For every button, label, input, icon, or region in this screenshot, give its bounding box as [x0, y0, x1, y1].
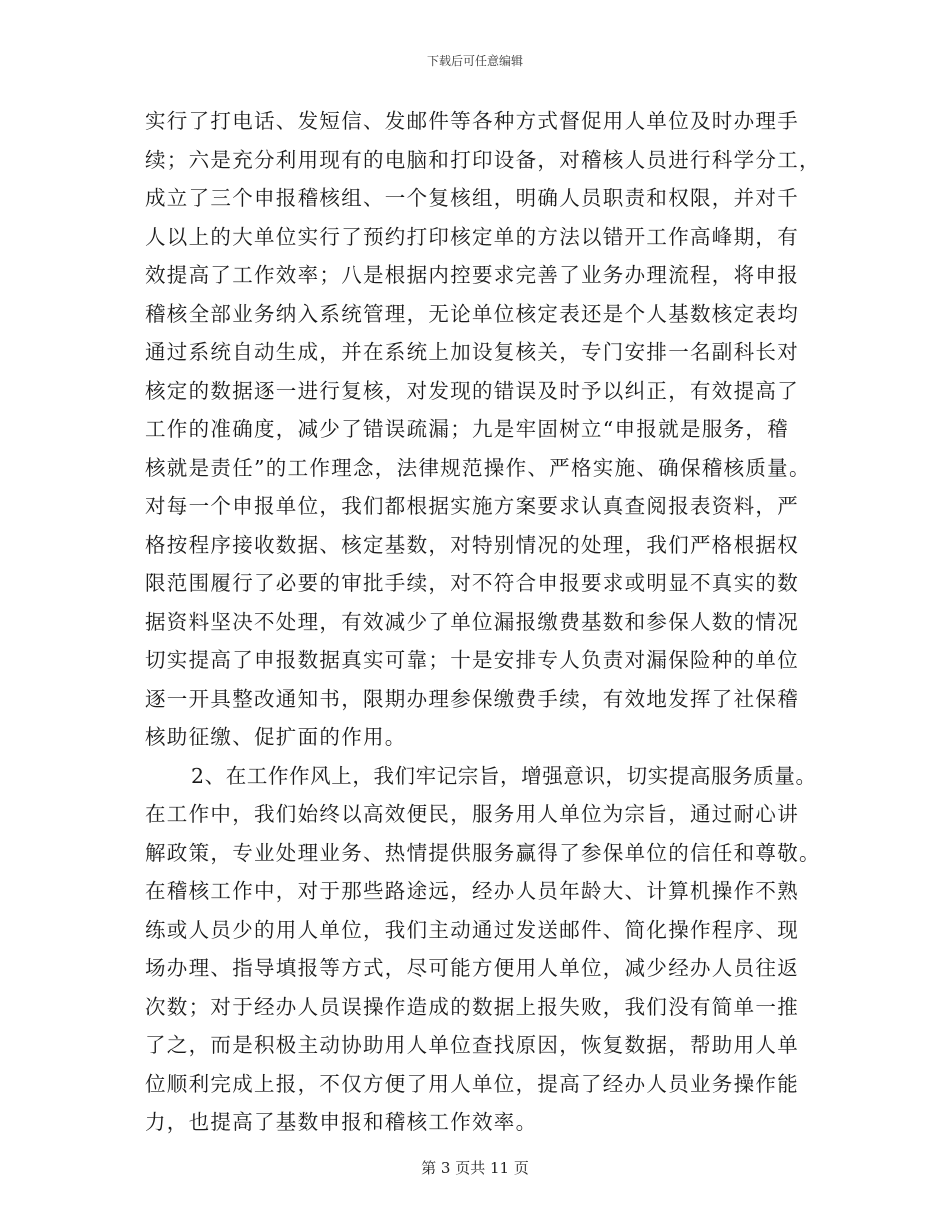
body-line: 据资料坚决不处理，有效减少了单位漏报缴费基数和参保人数的情况: [145, 609, 799, 634]
body-line: 格按程序接收数据、核定基数，对特别情况的处理，我们严格根据权: [145, 532, 799, 557]
body-line: 了之，而是积极主动协助用人单位查找原因，恢复数据，帮助用人单: [145, 1033, 799, 1057]
body-line: 力，也提高了基数申报和稽核工作效率。: [145, 1110, 538, 1134]
body-line: 在稽核工作中，对于那些路途远，经办人员年龄大、计算机操作不熟: [145, 879, 799, 903]
body-line: 人以上的大单位实行了预约打印核定单的方法以错开工作高峰期，有: [145, 224, 799, 249]
document-body: [145, 102, 825, 1142]
body-line: 续；六是充分利用现有的电脑和打印设备，对稽核人员进行科学分工，: [145, 147, 821, 172]
page-number: 第 3 页共 11 页: [421, 1159, 529, 1177]
body-line: 在工作中，我们始终以高效便民，服务用人单位为宗旨，通过耐心讲: [145, 802, 799, 826]
body-line: 通过系统自动生成，并在系统上加设复核关，专门安排一名副科长对: [145, 340, 799, 364]
body-line: 核助征缴、促扩面的作用。: [145, 725, 407, 749]
body-line: 次数；对于经办人员误操作造成的数据上报失败，我们没有简单一推: [145, 994, 799, 1019]
body-line: 核定的数据逐一进行复核，对发现的错误及时予以纠正，有效提高了: [145, 378, 799, 403]
paragraph-start-line: 2、在工作作风上，我们牢记宗旨，增强意识，切实提高服务质量。: [191, 763, 817, 788]
body-line: 逐一开具整改通知书，限期办理参保缴费手续，有效地发挥了社保稽: [145, 686, 799, 711]
body-line: 解政策，专业处理业务、热情提供服务赢得了参保单位的信任和尊敬。: [145, 840, 821, 865]
body-line: 核就是责任”的工作理念，法律规范操作、严格实施、确保稽核质量。: [145, 455, 811, 480]
body-line: 工作的准确度，减少了错误疏漏；九是牢固树立“申报就是服务，稽: [145, 417, 789, 441]
body-line: 练或人员少的用人单位，我们主动通过发送邮件、简化操作程序、现: [145, 917, 799, 942]
body-line: 对每一个申报单位，我们都根据实施方案要求认真查阅报表资料，严: [145, 494, 799, 518]
body-line: 限范围履行了必要的审批手续，对不符合申报要求或明显不真实的数: [145, 571, 799, 595]
body-line: 切实提高了申报数据真实可靠；十是安排专人负责对漏保险种的单位: [145, 648, 799, 672]
body-line: 稽核全部业务纳入系统管理，无论单位核定表还是个人基数核定表均: [145, 301, 799, 326]
body-line: 成立了三个申报稽核组、一个复核组，明确人员职责和权限，并对千: [145, 186, 799, 210]
body-line: 实行了打电话、发短信、发邮件等各种方式督促用人单位及时办理手: [145, 109, 799, 133]
page-header: 下载后可任意编辑: [426, 54, 523, 68]
body-line: 效提高了工作效率；八是根据内控要求完善了业务办理流程，将申报: [145, 263, 799, 287]
body-line: 位顺利完成上报，不仅方便了用人单位，提高了经办人员业务操作能: [145, 1071, 799, 1096]
body-line: 场办理、指导填报等方式，尽可能方便用人单位，减少经办人员往返: [145, 956, 799, 980]
